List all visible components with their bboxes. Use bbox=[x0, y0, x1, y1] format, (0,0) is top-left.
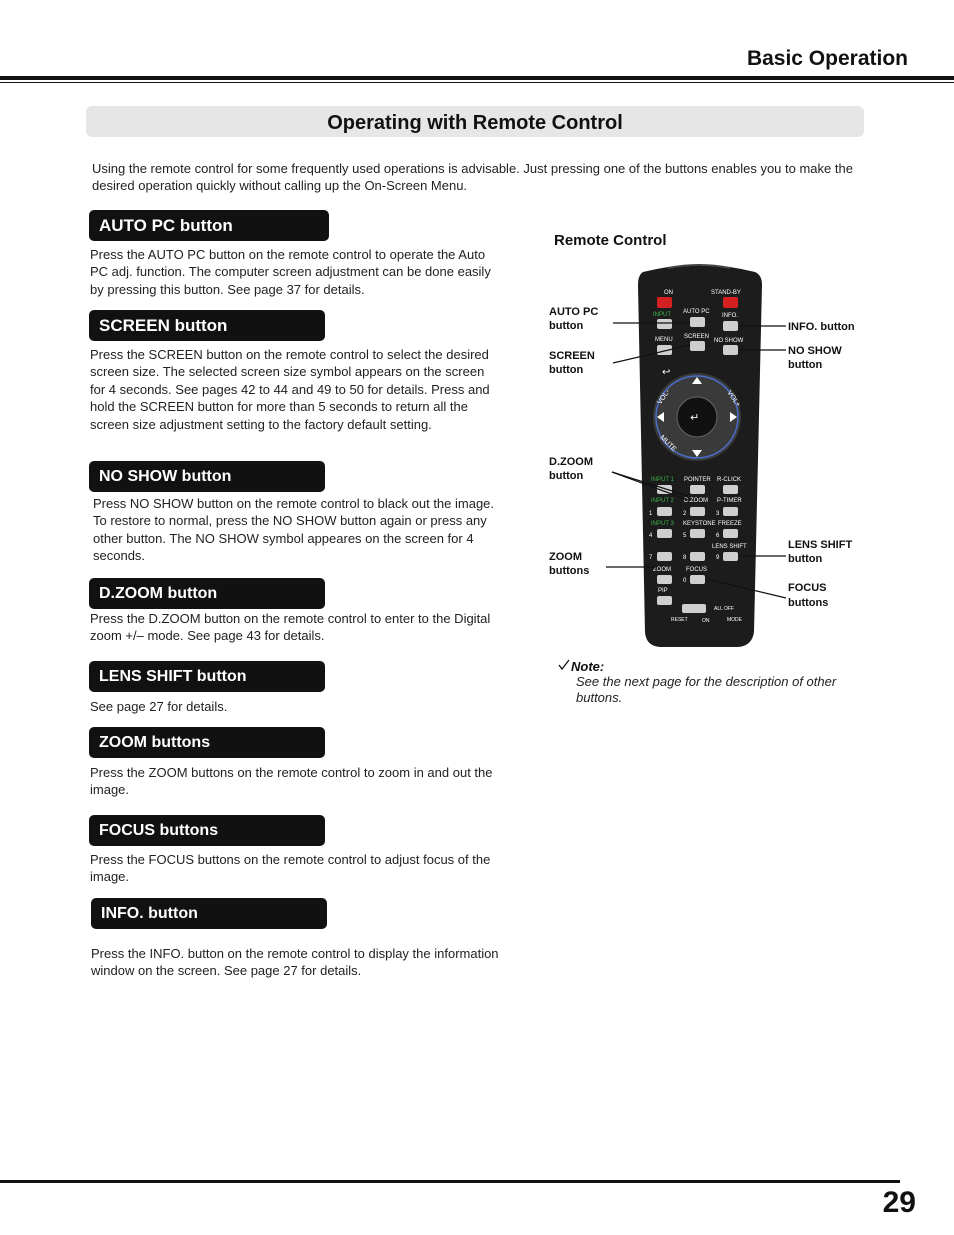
standby-button bbox=[723, 297, 738, 308]
key-8-label: 8 bbox=[683, 555, 687, 561]
auto-pc-key bbox=[690, 317, 705, 327]
key-0-label: 0 bbox=[683, 578, 687, 584]
d-zoom-heading: D.ZOOM button bbox=[89, 578, 325, 609]
no-show-heading: NO SHOW button bbox=[89, 461, 325, 492]
key-zoom-label: ZOOM bbox=[653, 567, 671, 573]
key-on2-label: ON bbox=[702, 618, 710, 624]
callout-screen: SCREEN button bbox=[549, 350, 595, 376]
auto-pc-heading: AUTO PC button bbox=[89, 210, 329, 241]
header-rule bbox=[0, 76, 954, 80]
header-rule-thin bbox=[0, 82, 954, 83]
no-show-key bbox=[723, 345, 738, 355]
page-number: 29 bbox=[882, 1186, 916, 1219]
focus-text: Press the FOCUS buttons on the remote control to adjust focus of the image. bbox=[90, 852, 491, 885]
page-title: Operating with Remote Control bbox=[327, 112, 623, 134]
key-1 bbox=[657, 507, 672, 516]
info-text: Press the INFO. button on the remote control to display the information window on the screen. See page 27 for details. bbox=[91, 946, 499, 979]
callout-lens-shift: LENS SHIFT button bbox=[788, 539, 853, 565]
reset-on-switch bbox=[682, 604, 706, 613]
callout-no-show: NO SHOW button bbox=[788, 345, 842, 371]
screen-heading: SCREEN button bbox=[89, 310, 325, 341]
key-2-label: 2 bbox=[683, 511, 687, 517]
key-on-label: ON bbox=[664, 290, 673, 296]
remote-control-title: Remote Control bbox=[554, 232, 667, 249]
screen-key bbox=[690, 341, 705, 351]
key-info-label: INFO. bbox=[722, 313, 738, 319]
key-4 bbox=[657, 529, 672, 538]
note-text: See the next page for the description of other buttons. bbox=[576, 674, 837, 705]
lens-shift-key bbox=[723, 552, 738, 561]
key-pointer-label: POINTER bbox=[684, 477, 711, 483]
key-lens-shift-label: LENS SHIFT bbox=[712, 544, 747, 550]
zoom-key bbox=[657, 575, 672, 584]
enter-key-glyph: ↵ bbox=[690, 411, 700, 424]
key-input3-label: INPUT 3 bbox=[651, 521, 674, 527]
zoom-heading: ZOOM buttons bbox=[89, 727, 325, 758]
key-2 bbox=[690, 507, 705, 516]
checkmark-icon bbox=[558, 659, 570, 671]
key-1-label: 1 bbox=[649, 511, 653, 517]
info-key bbox=[723, 321, 738, 331]
focus-key bbox=[690, 575, 705, 584]
key-4-label: 4 bbox=[649, 533, 653, 539]
key-p-timer-label: P-TIMER bbox=[717, 498, 742, 504]
key-all-off-label: ALL OFF bbox=[714, 606, 735, 612]
lens-shift-heading: LENS SHIFT button bbox=[89, 661, 325, 692]
r-click-key bbox=[723, 485, 738, 494]
screen-text: Press the SCREEN button on the remote control to select the desired screen size. The selected screen size symbol appears on the screen for 4 seconds. See pages 42 to 44 and 49 to 50 for details. Press and hold the SCREEN button for more than 5 seconds to return all the screen size adjustment setting to the factory default setting. bbox=[90, 347, 490, 432]
key-standby-label: STAND-BY bbox=[711, 290, 741, 296]
key-pip-label: PIP bbox=[658, 588, 668, 594]
key-menu-label: MENU bbox=[655, 337, 673, 343]
key-r-click-label: R-CLICK bbox=[717, 477, 742, 483]
key-5-label: 5 bbox=[683, 533, 687, 539]
key-6-label: 6 bbox=[716, 533, 720, 539]
key-reset-label: RESET bbox=[671, 617, 688, 623]
key-input-label: INPUT bbox=[653, 312, 671, 318]
callout-focus: FOCUS buttons bbox=[788, 582, 829, 609]
d-zoom-text: Press the D.ZOOM button on the remote control to enter to the Digital zoom +/– mode. See page 43 for details. bbox=[90, 611, 491, 644]
back-key-glyph: ↩ bbox=[662, 367, 671, 378]
mute-label: MUTE bbox=[658, 434, 678, 454]
pointer-key bbox=[690, 485, 705, 494]
key-mode-label: MODE bbox=[727, 617, 742, 623]
key-input1-label: INPUT 1 bbox=[651, 477, 674, 483]
focus-heading: FOCUS buttons bbox=[89, 815, 325, 846]
key-3 bbox=[723, 507, 738, 516]
callout-info: INFO. button bbox=[788, 321, 855, 333]
key-no-show-label: NO SHOW bbox=[714, 338, 744, 344]
callout-auto-pc: AUTO PC button bbox=[549, 306, 599, 332]
auto-pc-text: Press the AUTO PC button on the remote control to operate the Auto PC adj. function. The computer screen adjustment can be done easily by pressing this button. See page 37 for details. bbox=[90, 247, 491, 297]
key-9-label: 9 bbox=[716, 555, 720, 561]
key-d-zoom-label: D.ZOOM bbox=[684, 498, 708, 504]
key-keystone-label: KEYSTONE bbox=[683, 521, 716, 527]
no-show-text: Press NO SHOW button on the remote control to black out the image. To restore to normal, press the NO SHOW button again or press any other button. The NO SHOW symbol appeares on the screen for 4 seconds. bbox=[93, 496, 495, 564]
key-8 bbox=[690, 552, 705, 561]
pip-key bbox=[657, 596, 672, 605]
intro-text: Using the remote control for some frequently used operations is advisable. Just pressing one of the buttons enables you to make the desired operation quickly without calling up the On-Screen Menu. bbox=[92, 161, 853, 193]
info-heading: INFO. button bbox=[91, 898, 327, 929]
vol-plus-label: VOL+ bbox=[725, 389, 742, 409]
callout-d-zoom: D.ZOOM button bbox=[549, 456, 593, 482]
vol-minus-label: VOL- bbox=[656, 388, 672, 406]
zoom-text: Press the ZOOM buttons on the remote control to zoom in and out the image. bbox=[90, 765, 493, 798]
page-title-bar bbox=[86, 106, 864, 137]
on-button bbox=[657, 297, 672, 308]
lens-shift-text: See page 27 for details. bbox=[90, 699, 228, 714]
key-3-label: 3 bbox=[716, 511, 720, 517]
key-focus-label: FOCUS bbox=[686, 567, 707, 573]
key-screen-label: SCREEN bbox=[684, 334, 710, 340]
key-5 bbox=[690, 529, 705, 538]
footer-rule bbox=[0, 1180, 900, 1183]
key-7 bbox=[657, 552, 672, 561]
section-header: Basic Operation bbox=[746, 47, 908, 70]
key-7-label: 7 bbox=[649, 555, 653, 561]
key-auto-pc-label: AUTO PC bbox=[683, 309, 710, 315]
key-6 bbox=[723, 529, 738, 538]
callout-zoom: ZOOM buttons bbox=[549, 551, 590, 577]
key-freeze-label: FREEZE bbox=[718, 521, 742, 527]
input-button bbox=[657, 319, 672, 329]
key-input2-label: INPUT 2 bbox=[651, 498, 674, 504]
note-heading: Note: bbox=[571, 659, 605, 674]
